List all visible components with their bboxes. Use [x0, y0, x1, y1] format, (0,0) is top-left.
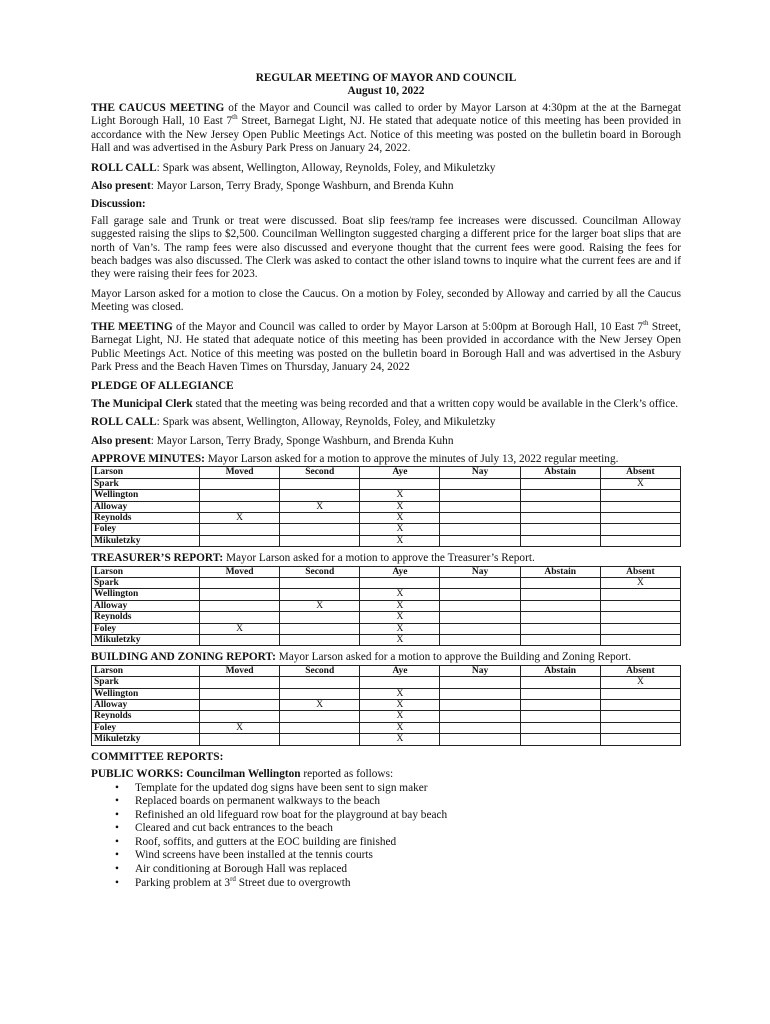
- meeting-lead: THE MEETING: [91, 320, 173, 333]
- vote-cell: [280, 734, 360, 745]
- vote-cell: [440, 700, 520, 711]
- vote-cell: X: [200, 512, 280, 523]
- vote-row: [92, 578, 681, 589]
- vote-cell: [440, 722, 520, 733]
- vote-row: [92, 711, 681, 722]
- document-title: REGULAR MEETING OF MAYOR AND COUNCIL: [255, 72, 517, 84]
- vote-cell: [200, 501, 280, 512]
- vote-cell: X: [360, 535, 440, 546]
- motion-text: Mayor Larson asked for a motion to approve the Treasurer’s Report.: [223, 552, 535, 565]
- member-name: Foley: [92, 623, 200, 634]
- vote-cell: [600, 490, 680, 501]
- list-item: • Air conditioning at Borough Hall was replaced: [135, 863, 681, 877]
- vote-cell: [520, 524, 600, 535]
- vote-cell: [280, 490, 360, 501]
- member-name: Mikuletzky: [92, 734, 200, 745]
- vote-cell: [520, 677, 600, 688]
- member-name: Wellington: [92, 688, 200, 699]
- vote-cell: Nay: [440, 467, 520, 478]
- vote-cell: [280, 535, 360, 546]
- vote-cell: Second: [280, 566, 360, 577]
- list-item: • Roof, soffits, and gutters at the EOC building are finished: [135, 836, 681, 850]
- vote-cell: X: [360, 623, 440, 634]
- vote-cell: [600, 722, 680, 733]
- vote-cell: [520, 635, 600, 646]
- motions-section: [91, 453, 681, 746]
- vote-row: [92, 566, 681, 577]
- motion-0-heading: [91, 453, 681, 466]
- roll-call-2-text: : Spark was absent, Wellington, Alloway, Reynolds, Foley, and Mikuletzky: [156, 416, 496, 429]
- list-item: • Cleared and cut back entrances to the beach: [135, 822, 681, 836]
- vote-cell: [520, 623, 600, 634]
- motion-2-heading: [91, 651, 681, 664]
- vote-cell: [520, 512, 600, 523]
- vote-cell: [280, 578, 360, 589]
- vote-row: [92, 589, 681, 600]
- member-name: Mikuletzky: [92, 635, 200, 646]
- member-name: Spark: [92, 578, 200, 589]
- member-name: Reynolds: [92, 711, 200, 722]
- member-name: Wellington: [92, 490, 200, 501]
- member-name: Alloway: [92, 501, 200, 512]
- vote-cell: [440, 688, 520, 699]
- caucus-sup: th: [232, 113, 238, 122]
- vote-cell: [280, 589, 360, 600]
- motion-text: Mayor Larson asked for a motion to approve the minutes of July 13, 2022 regular meeting.: [204, 452, 619, 465]
- vote-cell: X: [360, 600, 440, 611]
- vote-cell: [440, 490, 520, 501]
- vote-cell: [440, 478, 520, 489]
- vote-cell: [520, 578, 600, 589]
- vote-table: [91, 566, 681, 647]
- vote-cell: [280, 478, 360, 489]
- vote-cell: Abstain: [520, 665, 600, 676]
- caucus-text-b: Street, Barnegat Light, NJ. He stated that adequate notice of this meeting has been provided in accordance with the New Jersey Open Public Meetings Act. Notice of this meeting was posted on the bulletin board in Borough Hall and was advertised in the Asbury Park Press on January 24, 2022.: [91, 115, 681, 155]
- vote-cell: X: [200, 722, 280, 733]
- vote-cell: X: [360, 711, 440, 722]
- pledge-heading: PLEDGE OF ALLEGIANCE: [91, 380, 234, 393]
- vote-cell: [520, 600, 600, 611]
- vote-cell: X: [360, 700, 440, 711]
- vote-cell: [200, 490, 280, 501]
- vote-row: [92, 677, 681, 688]
- vote-cell: X: [360, 722, 440, 733]
- vote-cell: [280, 612, 360, 623]
- vote-cell: [200, 600, 280, 611]
- meeting-paragraph: [91, 318, 682, 375]
- vote-cell: [440, 711, 520, 722]
- vote-row: [92, 512, 681, 523]
- also-present-2: [91, 435, 681, 448]
- member-name: Larson: [92, 467, 200, 478]
- minutes-page: [91, 72, 681, 890]
- vote-row: [92, 600, 681, 611]
- vote-cell: [200, 700, 280, 711]
- vote-cell: [520, 700, 600, 711]
- vote-cell: [200, 734, 280, 745]
- vote-cell: [440, 501, 520, 512]
- vote-cell: [360, 478, 440, 489]
- vote-table: [91, 665, 681, 746]
- vote-cell: X: [360, 490, 440, 501]
- public-works-label: PUBLIC WORKS: Councilman Wellington: [91, 768, 301, 781]
- vote-cell: [600, 635, 680, 646]
- motion-label: BUILDING AND ZONING REPORT:: [91, 651, 276, 664]
- meeting-text-a: of the Mayor and Council was called to order by Mayor Larson at 5:00pm at Borough Hall, 10 East 7: [172, 320, 644, 333]
- vote-cell: [280, 722, 360, 733]
- member-name: Wellington: [92, 589, 200, 600]
- vote-row: [92, 722, 681, 733]
- vote-row: [92, 478, 681, 489]
- vote-row: [92, 700, 681, 711]
- member-name: Spark: [92, 677, 200, 688]
- caucus-paragraph: [91, 102, 681, 156]
- vote-cell: [360, 677, 440, 688]
- vote-cell: [440, 512, 520, 523]
- caucus-close-text: Mayor Larson asked for a motion to close the Caucus. On a motion by Foley, seconded by Alloway and carried by all the Caucus Meeting was closed.: [91, 287, 681, 314]
- vote-cell: X: [360, 688, 440, 699]
- vote-cell: [200, 524, 280, 535]
- committee-heading: COMMITTEE REPORTS:: [91, 750, 224, 763]
- vote-cell: X: [360, 635, 440, 646]
- list-item: [135, 874, 681, 891]
- vote-cell: [600, 501, 680, 512]
- vote-cell: X: [600, 677, 680, 688]
- vote-cell: [440, 623, 520, 634]
- vote-cell: [600, 623, 680, 634]
- roll-call-1: [91, 162, 681, 175]
- vote-cell: Moved: [200, 566, 280, 577]
- member-name: Larson: [92, 665, 200, 676]
- member-name: Mikuletzky: [92, 535, 200, 546]
- also-present-1-text: : Mayor Larson, Terry Brady, Sponge Washburn, and Brenda Kuhn: [150, 180, 454, 193]
- member-name: Foley: [92, 722, 200, 733]
- vote-cell: Nay: [440, 665, 520, 676]
- vote-cell: [600, 688, 680, 699]
- vote-cell: [600, 734, 680, 745]
- list-item: • Template for the updated dog signs have been sent to sign maker: [135, 782, 681, 796]
- vote-cell: [200, 612, 280, 623]
- member-name: Foley: [92, 524, 200, 535]
- vote-cell: [200, 635, 280, 646]
- vote-cell: [600, 700, 680, 711]
- motion-1-heading: [91, 552, 681, 565]
- vote-cell: [600, 600, 680, 611]
- meeting-text-b: Street, Barnegat Light, NJ. He stated that adequate notice of this meeting has been provided in accordance with the New Jersey Open Public Meetings Act. Notice of this meeting was posted on the bulletin board in Borough Hall and was advertised in the Asbury Park Press and the Beach Haven Times on Thursday, January 24, 2022: [91, 320, 682, 373]
- clerk-paragraph: [91, 398, 681, 411]
- member-name: Reynolds: [92, 612, 200, 623]
- vote-cell: [200, 688, 280, 699]
- also-present-1: [91, 180, 681, 193]
- vote-cell: [280, 623, 360, 634]
- vote-cell: X: [200, 623, 280, 634]
- vote-cell: X: [360, 612, 440, 623]
- vote-cell: [200, 711, 280, 722]
- also-present-2-label: Also present: [91, 434, 151, 447]
- vote-cell: [280, 635, 360, 646]
- member-name: Spark: [92, 478, 200, 489]
- vote-cell: [200, 589, 280, 600]
- vote-cell: X: [280, 700, 360, 711]
- also-present-2-text: : Mayor Larson, Terry Brady, Sponge Washburn, and Brenda Kuhn: [150, 434, 454, 447]
- vote-cell: X: [360, 589, 440, 600]
- vote-cell: [520, 612, 600, 623]
- vote-row: [92, 501, 681, 512]
- vote-cell: Abstain: [520, 467, 600, 478]
- vote-cell: X: [360, 501, 440, 512]
- roll-call-2-label: ROLL CALL: [91, 416, 157, 429]
- vote-cell: Aye: [360, 467, 440, 478]
- vote-cell: [200, 578, 280, 589]
- member-name: Reynolds: [92, 512, 200, 523]
- vote-cell: [600, 535, 680, 546]
- vote-cell: [600, 512, 680, 523]
- vote-cell: X: [600, 478, 680, 489]
- vote-row: [92, 467, 681, 478]
- vote-cell: X: [280, 600, 360, 611]
- list-item: • Refinished an old lifeguard row boat for the playground at bay beach: [135, 809, 681, 823]
- vote-cell: [280, 677, 360, 688]
- vote-cell: [440, 600, 520, 611]
- discussion-text: Fall garage sale and Trunk or treat were discussed. Boat slip fees/ramp fee increases were discussed. Councilman Alloway suggested raising the slips to $2,500. Councilman Wellington suggested charging a different price for the larger boat slips that are north of Van’s. The ramp fees were also discussed and everyone thought that the current fees were good. Raising the fees for beach badges was also discussed. The Clerk was asked to contact the other island towns to inquire what the current fees are and if they were raising their fees for 2023.: [91, 214, 681, 281]
- vote-cell: [200, 677, 280, 688]
- vote-cell: [520, 589, 600, 600]
- motion-label: TREASURER’S REPORT:: [91, 552, 224, 565]
- list-item: • Replaced boards on permanent walkways to the beach: [135, 795, 681, 809]
- vote-cell: Abstain: [520, 566, 600, 577]
- vote-cell: [600, 612, 680, 623]
- public-works-paragraph: [91, 768, 681, 781]
- list-item-text-b: Street due to overgrowth: [235, 876, 351, 889]
- vote-cell: Second: [280, 665, 360, 676]
- vote-row: [92, 623, 681, 634]
- vote-cell: X: [360, 512, 440, 523]
- vote-row: [92, 635, 681, 646]
- vote-cell: [520, 688, 600, 699]
- vote-cell: [520, 722, 600, 733]
- vote-cell: X: [600, 578, 680, 589]
- vote-cell: [600, 524, 680, 535]
- vote-cell: X: [280, 501, 360, 512]
- vote-cell: Moved: [200, 467, 280, 478]
- vote-cell: [280, 524, 360, 535]
- vote-cell: [280, 711, 360, 722]
- vote-cell: Absent: [600, 665, 680, 676]
- vote-cell: [600, 589, 680, 600]
- list-item-text-a: Parking problem at 3: [135, 876, 231, 889]
- vote-row: [92, 535, 681, 546]
- meeting-date: August 10, 2022: [347, 85, 425, 97]
- roll-call-1-label: ROLL CALL: [91, 161, 157, 174]
- vote-cell: [440, 589, 520, 600]
- vote-row: [92, 734, 681, 745]
- discussion-heading: Discussion:: [91, 198, 146, 211]
- vote-cell: X: [360, 524, 440, 535]
- vote-cell: [600, 711, 680, 722]
- vote-cell: [520, 535, 600, 546]
- vote-table: [91, 466, 681, 547]
- vote-cell: [520, 478, 600, 489]
- vote-cell: [360, 578, 440, 589]
- vote-cell: [520, 501, 600, 512]
- vote-cell: Nay: [440, 566, 520, 577]
- vote-cell: [520, 711, 600, 722]
- roll-call-1-text: : Spark was absent, Wellington, Alloway, Reynolds, Foley, and Mikuletzky: [156, 161, 496, 174]
- vote-cell: Absent: [600, 467, 680, 478]
- public-works-text: reported as follows:: [300, 768, 394, 781]
- vote-row: [92, 665, 681, 676]
- vote-cell: Absent: [600, 566, 680, 577]
- motion-label: APPROVE MINUTES:: [91, 452, 205, 465]
- motion-text: Mayor Larson asked for a motion to approve the Building and Zoning Report.: [275, 651, 632, 664]
- meeting-sup: th: [643, 318, 649, 327]
- caucus-lead: THE CAUCUS MEETING: [91, 102, 225, 114]
- member-name: Larson: [92, 566, 200, 577]
- vote-cell: [520, 490, 600, 501]
- vote-cell: [440, 535, 520, 546]
- vote-row: [92, 490, 681, 501]
- vote-cell: [440, 524, 520, 535]
- vote-cell: [440, 677, 520, 688]
- roll-call-2: [91, 416, 681, 429]
- vote-cell: [520, 734, 600, 745]
- public-works-list: [91, 782, 681, 891]
- member-name: Alloway: [92, 700, 200, 711]
- vote-cell: Moved: [200, 665, 280, 676]
- vote-cell: [440, 578, 520, 589]
- list-item-sup: rd: [230, 874, 236, 883]
- caucus-text-a: of the Mayor and Council was called to order by Mayor Larson at 4:30pm at the at the Barnegat Light Borough Hall, 10 East 7: [91, 102, 681, 128]
- vote-cell: [280, 688, 360, 699]
- clerk-lead: The Municipal Clerk: [91, 397, 193, 410]
- vote-row: [92, 612, 681, 623]
- vote-cell: Aye: [360, 665, 440, 676]
- vote-cell: Aye: [360, 566, 440, 577]
- vote-cell: [200, 535, 280, 546]
- vote-cell: [440, 612, 520, 623]
- also-present-1-label: Also present: [91, 180, 151, 193]
- list-item: • Wind screens have been installed at the tennis courts: [135, 849, 681, 863]
- vote-cell: Second: [280, 467, 360, 478]
- member-name: Alloway: [92, 600, 200, 611]
- clerk-text: stated that the meeting was being recorded and that a written copy would be available in the Clerk’s office.: [192, 397, 679, 410]
- vote-cell: [440, 635, 520, 646]
- vote-cell: [440, 734, 520, 745]
- vote-row: [92, 688, 681, 699]
- vote-cell: X: [360, 734, 440, 745]
- vote-cell: [280, 512, 360, 523]
- vote-cell: [200, 478, 280, 489]
- vote-row: [92, 524, 681, 535]
